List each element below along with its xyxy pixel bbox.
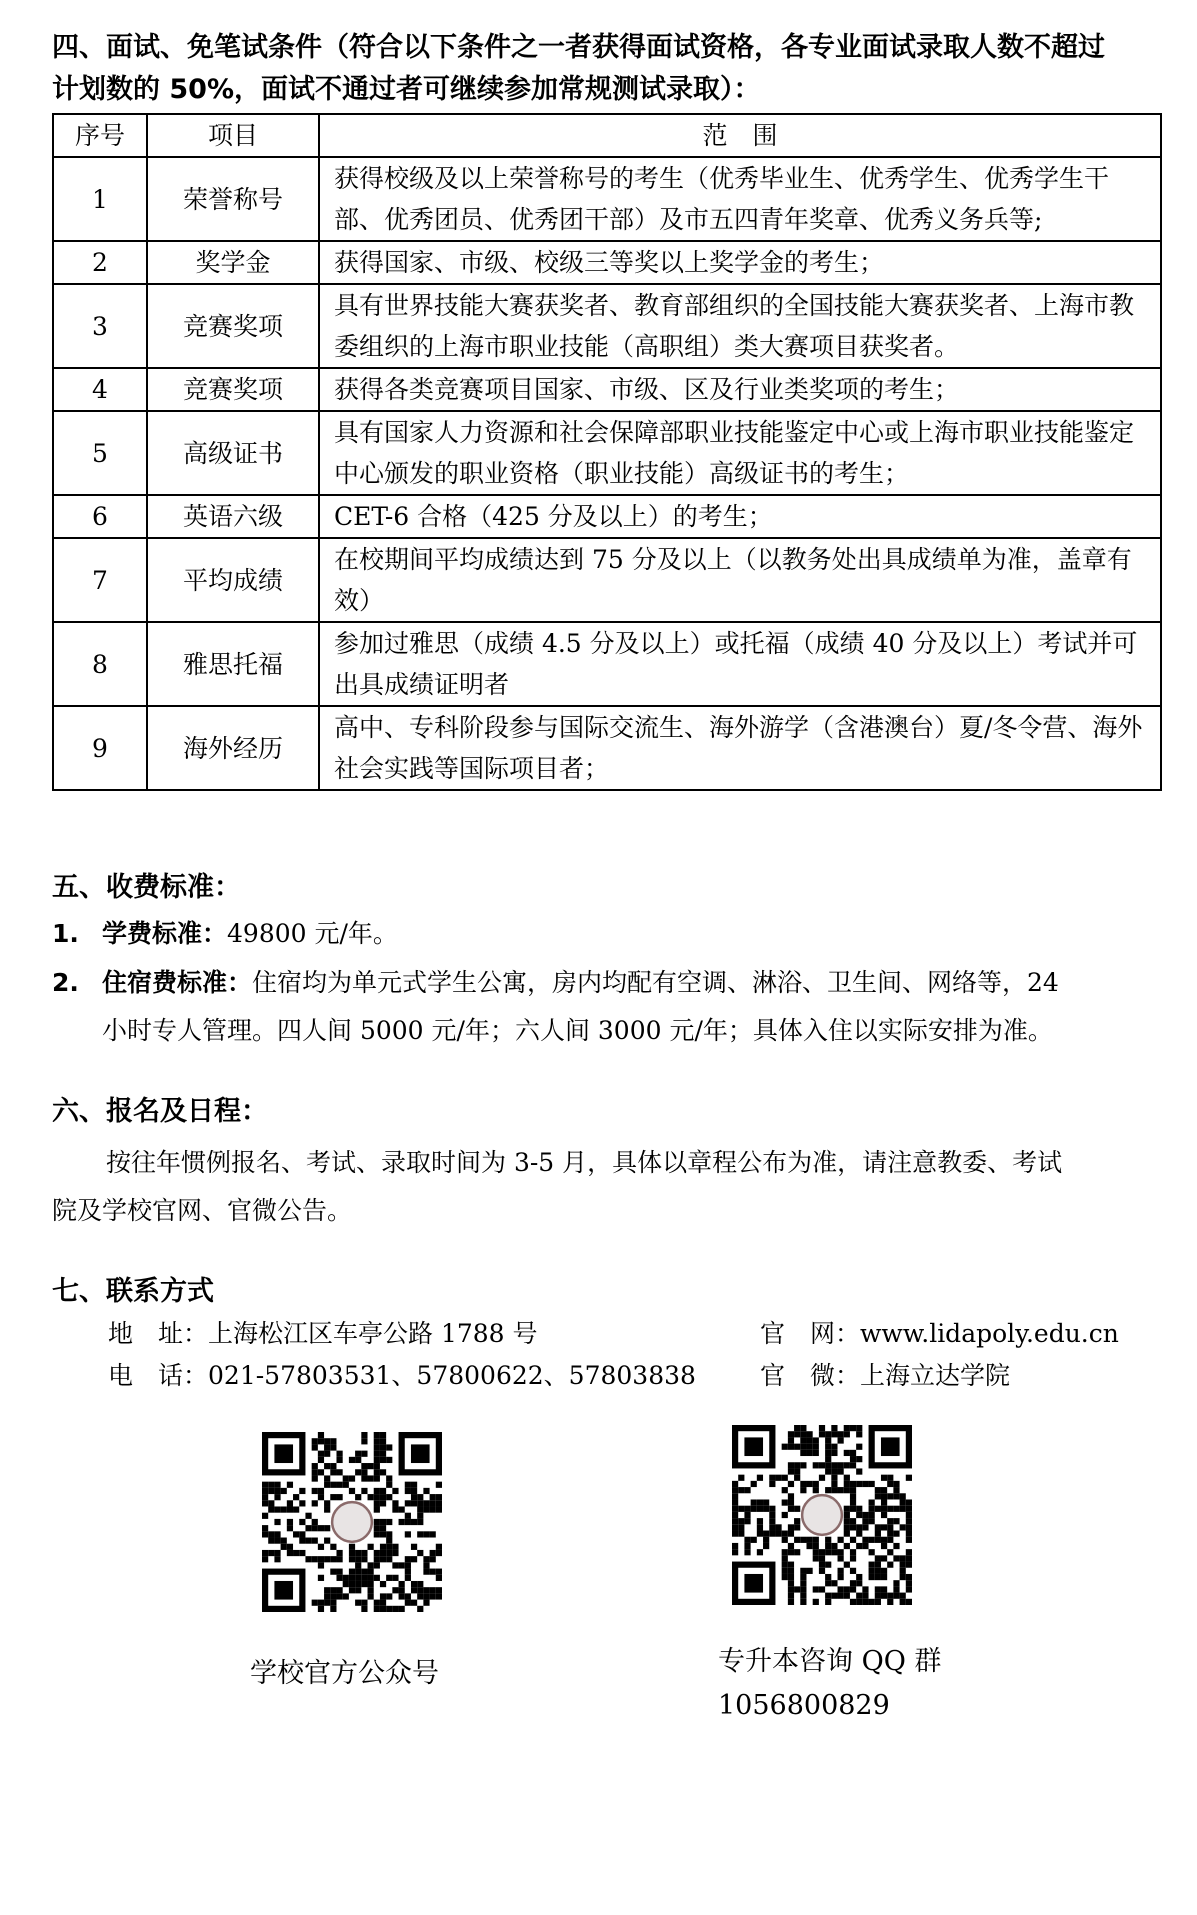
website-row	[760, 1314, 1119, 1354]
fee-item-2-label: 住宿费标准：	[102, 968, 253, 997]
row-number: 5	[53, 411, 147, 495]
address-value: 上海松江区车亭公路 1788 号	[208, 1319, 538, 1348]
table-row	[53, 538, 1161, 622]
address-label: 地 址：	[108, 1319, 209, 1348]
row-range: 具有世界技能大赛获奖者、教育部组织的全国技能大赛获奖者、上海市教委组织的上海市职业技能（高职组）类大赛项目获奖者。	[319, 284, 1161, 368]
row-item: 奖学金	[147, 241, 319, 284]
table-row	[53, 706, 1161, 790]
row-item: 平均成绩	[147, 538, 319, 622]
row-item: 竞赛奖项	[147, 368, 319, 411]
table-row	[53, 284, 1161, 368]
qq-group-qr-code[interactable]	[732, 1425, 912, 1605]
fee-item-1-text: 49800 元/年。	[227, 919, 398, 948]
table-row	[53, 495, 1161, 538]
row-item: 海外经历	[147, 706, 319, 790]
fee-item-2-number: 2.	[52, 968, 79, 997]
section7-heading: 七、联系方式	[52, 1276, 214, 1307]
header-no: 序号	[53, 114, 147, 157]
schedule-text-line1: 按往年惯例报名、考试、录取时间为 3-5 月，具体以章程公布为准，请注意教委、考试	[106, 1148, 1063, 1177]
row-number: 6	[53, 495, 147, 538]
row-range: 具有国家人力资源和社会保障部职业技能鉴定中心或上海市职业技能鉴定中心颁发的职业资格（职业技能）高级证书的考生；	[319, 411, 1161, 495]
row-item: 竞赛奖项	[147, 284, 319, 368]
qr2-caption-line1: 专升本咨询 QQ 群	[718, 1646, 942, 1677]
section6-heading: 六、报名及日程：	[52, 1096, 268, 1127]
website-value[interactable]: www.lidapoly.edu.cn	[860, 1319, 1119, 1348]
row-number: 4	[53, 368, 147, 411]
row-range: 参加过雅思（成绩 4.5 分及以上）或托福（成绩 40 分及以上）考试并可出具成绩证明者	[319, 622, 1161, 706]
table-row	[53, 368, 1161, 411]
school-logo-icon	[802, 1495, 842, 1535]
table-header-row	[53, 114, 1161, 157]
section5-heading: 五、收费标准：	[52, 872, 241, 903]
qr2-caption-line2: 1056800829	[718, 1690, 890, 1721]
header-item: 项目	[147, 114, 319, 157]
row-range: 获得校级及以上荣誉称号的考生（优秀毕业生、优秀学生、优秀学生干部、优秀团员、优秀团干部）及市五四青年奖章、优秀义务兵等;	[319, 157, 1161, 241]
website-label: 官 网：	[760, 1319, 861, 1348]
wechat-row	[760, 1356, 1010, 1396]
address-row	[108, 1314, 538, 1354]
row-range: 获得各类竞赛项目国家、市级、区及行业类奖项的考生；	[319, 368, 1161, 411]
row-item: 雅思托福	[147, 622, 319, 706]
table-row	[53, 411, 1161, 495]
row-range: 获得国家、市级、校级三等奖以上奖学金的考生；	[319, 241, 1161, 284]
fee-item-1-label: 学费标准：	[102, 919, 228, 948]
row-range: 在校期间平均成绩达到 75 分及以上（以教务处出具成绩单为准，盖章有效）	[319, 538, 1161, 622]
table-row	[53, 157, 1161, 241]
wechat-value: 上海立达学院	[860, 1361, 1011, 1390]
table-row	[53, 241, 1161, 284]
fee-item-2-text-line1: 住宿均为单元式学生公寓，房内均配有空调、淋浴、卫生间、网络等，24	[252, 968, 1059, 997]
fee-item-1-number: 1.	[52, 919, 79, 948]
qr1-caption: 学校官方公众号	[250, 1658, 439, 1689]
row-item: 高级证书	[147, 411, 319, 495]
row-item: 荣誉称号	[147, 157, 319, 241]
row-item: 英语六级	[147, 495, 319, 538]
row-range: 高中、专科阶段参与国际交流生、海外游学（含港澳台）夏/冬令营、海外社会实践等国际项目者；	[319, 706, 1161, 790]
phone-label: 电 话：	[108, 1361, 209, 1390]
table-row	[53, 622, 1161, 706]
row-number: 1	[53, 157, 147, 241]
wechat-label: 官 微：	[760, 1361, 861, 1390]
wechat-official-account-qr-code[interactable]	[262, 1432, 442, 1612]
row-number: 7	[53, 538, 147, 622]
phone-row	[108, 1356, 696, 1396]
fee-item-1	[52, 911, 398, 957]
row-number: 8	[53, 622, 147, 706]
fee-item-2-text-line2: 小时专人管理。四人间 5000 元/年；六人间 3000 元/年；具体入住以实际安排为准。	[102, 1016, 1053, 1045]
section4-heading-line2: 计划数的 50%，面试不通过者可继续参加常规测试录取）：	[52, 74, 761, 105]
phone-value: 021-57803531、57800622、57803838	[208, 1361, 696, 1390]
row-number: 2	[53, 241, 147, 284]
row-range: CET-6 合格（425 分及以上）的考生；	[319, 495, 1161, 538]
row-number: 3	[53, 284, 147, 368]
schedule-text-line2: 院及学校官网、官微公告。	[52, 1196, 353, 1225]
conditions-table	[52, 113, 1162, 791]
header-range: 范 围	[319, 114, 1161, 157]
school-logo-icon	[332, 1502, 372, 1542]
fee-item-2	[52, 960, 1059, 1006]
section4-heading-line1: 四、面试、免笔试条件（符合以下条件之一者获得面试资格，各专业面试录取人数不超过	[52, 32, 1105, 63]
row-number: 9	[53, 706, 147, 790]
